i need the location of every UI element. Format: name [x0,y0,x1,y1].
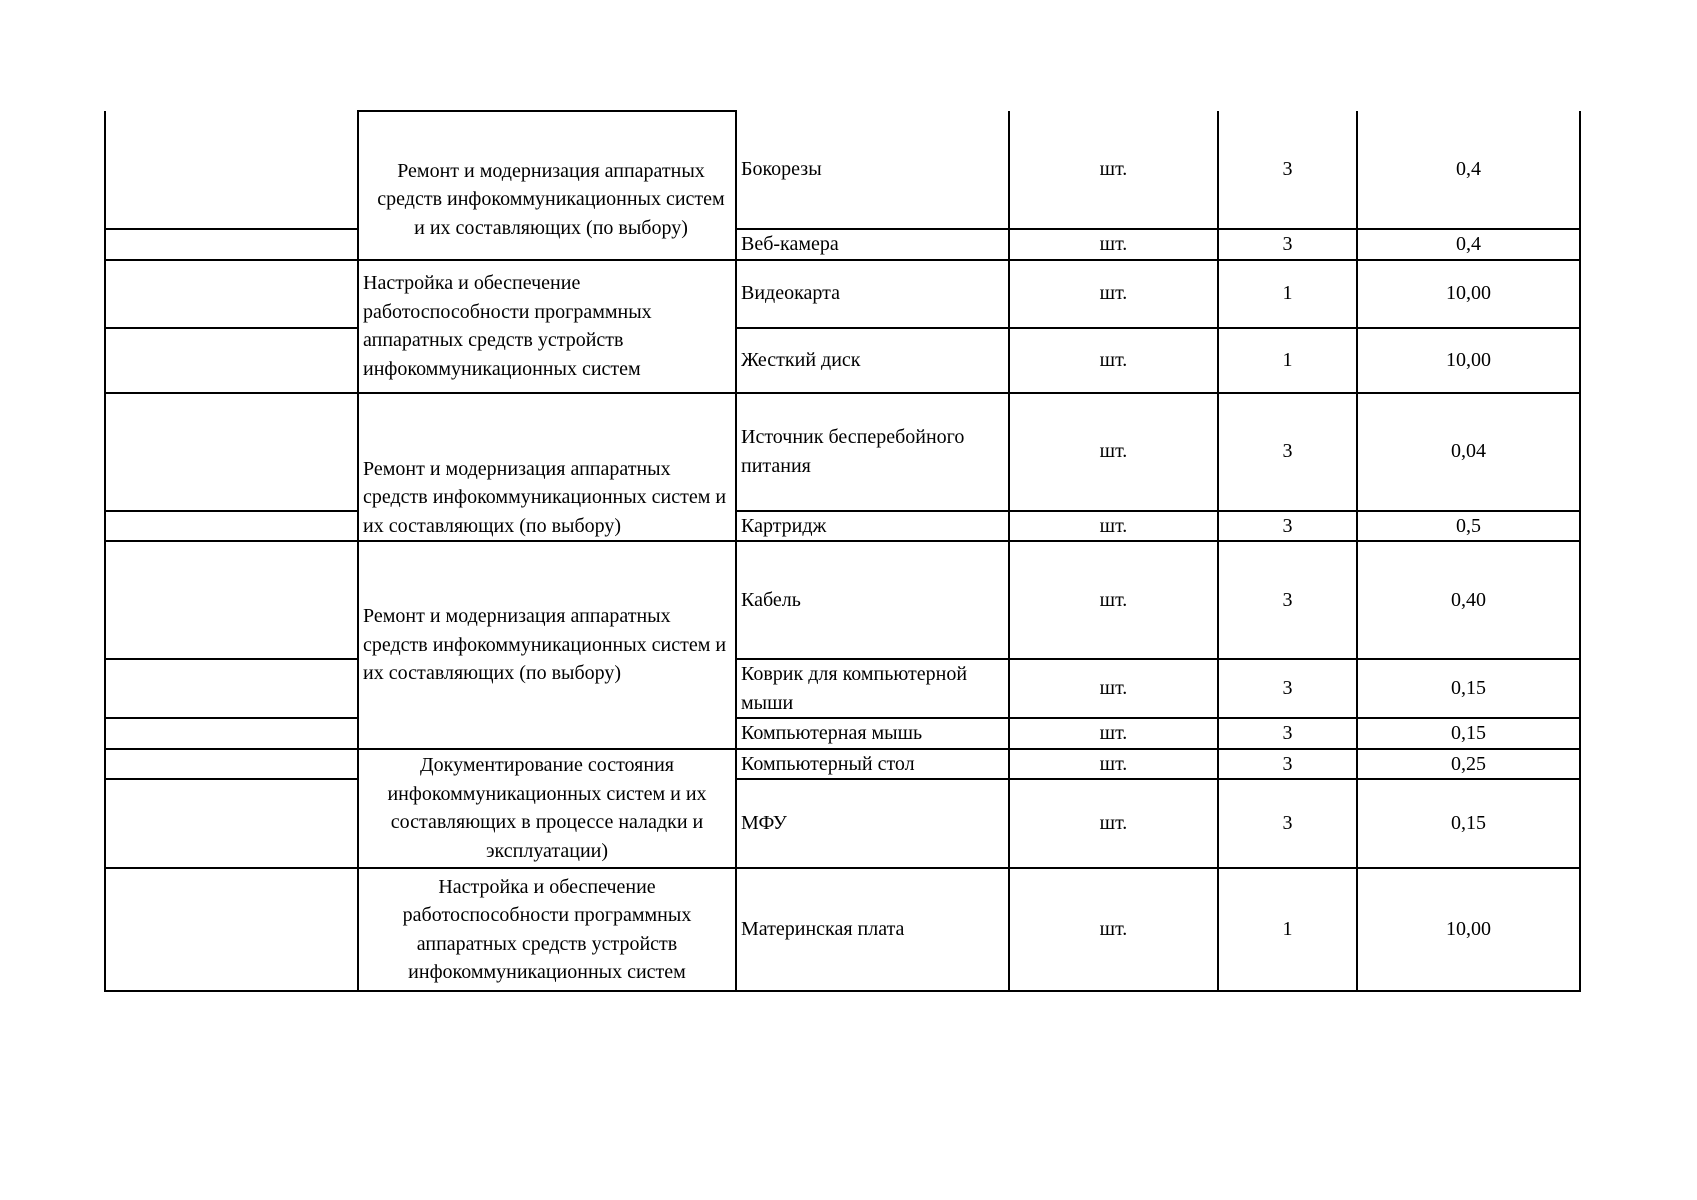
quantity-cell: 3 [1218,718,1357,749]
value-cell: 0,4 [1357,229,1580,260]
item-name-cell: Компьютерный стол [736,749,1009,780]
table-row [105,718,1580,749]
item-name-cell: Видеокарта [736,260,1009,328]
row-number-cell [105,718,358,749]
item-name-cell: Источник бесперебойного питания [736,393,1009,511]
value-cell: 0,40 [1357,541,1580,659]
item-name-cell: Бокорезы [736,111,1009,229]
quantity-cell: 1 [1218,328,1357,393]
unit-cell: шт. [1009,868,1218,991]
row-number-cell [105,393,358,511]
value-cell: 0,15 [1357,779,1580,868]
quantity-cell: 3 [1218,541,1357,659]
table-row [105,260,1580,328]
row-number-cell [105,659,358,718]
unit-cell: шт. [1009,511,1218,542]
quantity-cell: 3 [1218,659,1357,718]
value-cell: 0,04 [1357,393,1580,511]
activity-cell: Документирование состояния инфокоммуникационных систем и их составляющих в процессе наладки и эксплуатации) [358,749,736,869]
unit-cell: шт. [1009,749,1218,780]
item-name-cell: Жесткий диск [736,328,1009,393]
value-cell: 10,00 [1357,868,1580,991]
quantity-cell: 3 [1218,779,1357,868]
quantity-cell: 3 [1218,393,1357,511]
quantity-cell: 3 [1218,111,1357,229]
quantity-cell: 1 [1218,868,1357,991]
row-number-cell [105,229,358,260]
item-name-cell: Веб-камера [736,229,1009,260]
activity-cell: Настройка и обеспечение работоспособности программных аппаратных средств устройств инфокоммуникационных систем [358,260,736,393]
value-cell: 0,15 [1357,659,1580,718]
unit-cell: шт. [1009,260,1218,328]
quantity-cell: 3 [1218,229,1357,260]
unit-cell: шт. [1009,541,1218,659]
table-row [105,393,1580,511]
activity-cell: Ремонт и модернизация аппаратных средств инфокоммуникационных систем и их составляющих (по выбору) [358,541,736,749]
unit-cell: шт. [1009,229,1218,260]
value-cell: 10,00 [1357,328,1580,393]
item-name-cell: Коврик для компьютерной мыши [736,659,1009,718]
unit-cell: шт. [1009,111,1218,229]
table-row [105,511,1580,542]
item-name-cell: Кабель [736,541,1009,659]
quantity-cell: 1 [1218,260,1357,328]
table-row [105,229,1580,260]
unit-cell: шт. [1009,718,1218,749]
item-name-cell: Компьютерная мышь [736,718,1009,749]
row-number-cell [105,260,358,328]
table-row [105,868,1580,991]
item-name-cell: МФУ [736,779,1009,868]
equipment-table [104,110,1581,992]
quantity-cell: 3 [1218,749,1357,780]
row-number-cell [105,511,358,542]
row-number-cell [105,749,358,780]
value-cell: 0,15 [1357,718,1580,749]
table-row [105,659,1580,718]
activity-cell: Настройка и обеспечение работоспособности программных аппаратных средств устройств инфокоммуникационных систем [358,868,736,991]
table-row [105,779,1580,868]
activity-cell: Ремонт и модернизация аппаратных средств инфокоммуникационных систем и их составляющих (по выбору) [358,111,736,260]
row-number-cell [105,779,358,868]
unit-cell: шт. [1009,779,1218,868]
value-cell: 0,4 [1357,111,1580,229]
value-cell: 10,00 [1357,260,1580,328]
unit-cell: шт. [1009,393,1218,511]
value-cell: 0,25 [1357,749,1580,780]
item-name-cell: Картридж [736,511,1009,542]
value-cell: 0,5 [1357,511,1580,542]
table-row [105,541,1580,659]
item-name-cell: Материнская плата [736,868,1009,991]
table-row [105,749,1580,780]
unit-cell: шт. [1009,659,1218,718]
unit-cell: шт. [1009,328,1218,393]
row-number-cell [105,328,358,393]
table-row [105,111,1580,229]
table-row [105,328,1580,393]
quantity-cell: 3 [1218,511,1357,542]
activity-cell: Ремонт и модернизация аппаратных средств инфокоммуникационных систем и их составляющих (по выбору) [358,393,736,542]
row-number-cell [105,541,358,659]
row-number-cell [105,111,358,229]
row-number-cell [105,868,358,991]
